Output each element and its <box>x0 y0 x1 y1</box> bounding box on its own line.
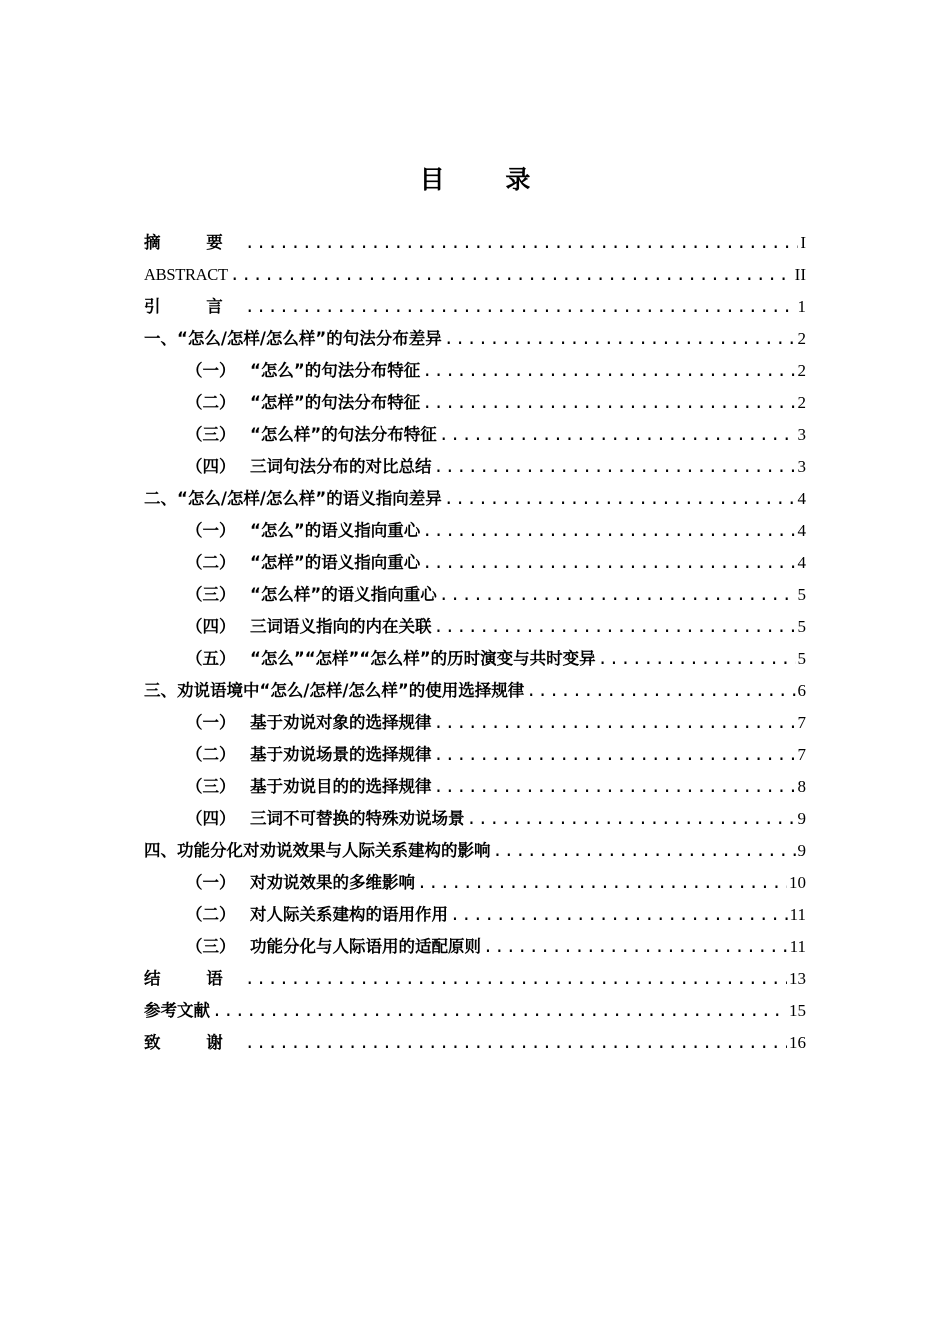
toc-entry-title: 三、劝说语境中“怎么/怎样/怎么样”的使用选择规律 <box>144 681 525 700</box>
dot-leader <box>434 707 796 739</box>
toc-entry-number: （一） <box>186 713 236 732</box>
toc-entry-page: 8 <box>797 777 806 796</box>
toc-entry-title: 三词语义指向的内在关联 <box>250 617 432 636</box>
toc-entry-page: 4 <box>797 521 806 540</box>
toc-entry-abstract-en[interactable] <box>144 259 806 291</box>
toc-entry-title: 四、功能分化对劝说效果与人际关系建构的影响 <box>144 841 491 860</box>
toc-entry-number: （三） <box>186 937 236 956</box>
dot-leader <box>245 227 799 259</box>
toc-entry-page: 2 <box>797 329 806 348</box>
toc-entry-section-2-3[interactable] <box>144 579 806 611</box>
toc-entry-title: 对人际关系建构的语用作用 <box>250 905 448 924</box>
dot-leader <box>439 579 796 611</box>
dot-leader <box>417 867 787 899</box>
toc-entry-page: 11 <box>789 937 806 956</box>
toc-entry-title: 基于劝说对象的选择规律 <box>250 713 432 732</box>
toc-entry-title: “怎么样”的语义指向重心 <box>250 585 437 604</box>
dot-leader <box>422 547 795 579</box>
toc-entry-section-2-5[interactable] <box>144 643 806 675</box>
toc-entry-title: 结 语 <box>144 969 243 988</box>
toc-entry-conclusion[interactable] <box>144 963 806 995</box>
toc-entry-title: “怎样”的句法分布特征 <box>250 393 421 412</box>
dot-leader <box>245 291 796 323</box>
toc-entry-number: （一） <box>186 873 236 892</box>
toc-entry-page: 9 <box>797 841 806 860</box>
toc-entry-section-1-3[interactable] <box>144 419 806 451</box>
toc-entry-page: 15 <box>789 1001 806 1020</box>
toc-entry-title: 对劝说效果的多维影响 <box>250 873 415 892</box>
toc-entry-number: （二） <box>186 553 236 572</box>
toc-entry-title: 一、“怎么/怎样/怎么样”的句法分布差异 <box>144 329 442 348</box>
toc-entry-number: （一） <box>186 521 236 540</box>
toc-entry-chapter-1[interactable] <box>144 323 806 355</box>
table-of-contents <box>144 227 806 1059</box>
toc-entry-page: II <box>794 265 806 284</box>
toc-entry-title: “怎么”的句法分布特征 <box>250 361 421 380</box>
dot-leader <box>422 355 795 387</box>
toc-title: 目 录 <box>419 165 557 194</box>
toc-entry-title: “怎样”的语义指向重心 <box>250 553 421 572</box>
dot-leader <box>422 515 795 547</box>
toc-entry-title: “怎么”“怎样”“怎么样”的历时演变与共时变异 <box>250 649 596 668</box>
toc-entry-title: 基于劝说场景的选择规律 <box>250 745 432 764</box>
toc-entry-title: 三词句法分布的对比总结 <box>250 457 432 476</box>
dot-leader <box>245 1027 787 1059</box>
toc-entry-page: 2 <box>797 361 806 380</box>
toc-entry-chapter-2[interactable] <box>144 483 806 515</box>
toc-entry-title: 致 谢 <box>144 1033 243 1052</box>
dot-leader <box>434 451 796 483</box>
toc-entry-page: 16 <box>789 1033 806 1052</box>
toc-entry-section-1-2[interactable] <box>144 387 806 419</box>
dot-leader <box>526 675 795 707</box>
toc-entry-title: 基于劝说目的的选择规律 <box>250 777 432 796</box>
dot-leader <box>439 419 796 451</box>
toc-entry-section-3-1[interactable] <box>144 707 806 739</box>
toc-entry-chapter-4[interactable] <box>144 835 806 867</box>
toc-entry-number: （四） <box>186 809 236 828</box>
toc-entry-section-2-1[interactable] <box>144 515 806 547</box>
toc-entry-number: （一） <box>186 361 236 380</box>
toc-entry-section-2-4[interactable] <box>144 611 806 643</box>
toc-entry-page: 3 <box>797 425 806 444</box>
toc-entry-title: “怎么”的语义指向重心 <box>250 521 421 540</box>
toc-entry-number: （四） <box>186 457 236 476</box>
toc-entry-section-3-3[interactable] <box>144 771 806 803</box>
toc-entry-section-4-2[interactable] <box>144 899 806 931</box>
toc-entry-number: （三） <box>186 425 236 444</box>
toc-entry-title: ABSTRACT <box>144 265 228 284</box>
toc-entry-introduction[interactable] <box>144 291 806 323</box>
toc-entry-page: 1 <box>797 297 806 316</box>
toc-entry-acknowledgements[interactable] <box>144 1027 806 1059</box>
toc-entry-section-1-1[interactable] <box>144 355 806 387</box>
toc-entry-section-3-2[interactable] <box>144 739 806 771</box>
toc-entry-title: 引 言 <box>144 297 243 316</box>
dot-leader <box>444 483 796 515</box>
dot-leader <box>483 931 788 963</box>
toc-entry-references[interactable] <box>144 995 806 1027</box>
toc-entry-section-4-1[interactable] <box>144 867 806 899</box>
toc-entry-title: 参考文献 <box>144 1001 210 1020</box>
toc-entry-page: 4 <box>797 553 806 572</box>
toc-entry-title: “怎么样”的句法分布特征 <box>250 425 437 444</box>
toc-entry-number: （二） <box>186 745 236 764</box>
toc-entry-page: 4 <box>797 489 806 508</box>
toc-entry-number: （四） <box>186 617 236 636</box>
dot-leader <box>493 835 796 867</box>
dot-leader <box>434 771 796 803</box>
toc-entry-page: 10 <box>789 873 806 892</box>
toc-entry-title: 功能分化与人际语用的适配原则 <box>250 937 481 956</box>
toc-entry-chapter-3[interactable] <box>144 675 806 707</box>
dot-leader <box>212 995 787 1027</box>
dot-leader <box>230 259 793 291</box>
toc-entry-page: 6 <box>797 681 806 700</box>
toc-entry-number: （二） <box>186 905 236 924</box>
dot-leader <box>444 323 796 355</box>
toc-entry-section-3-4[interactable] <box>144 803 806 835</box>
toc-entry-page: 11 <box>789 905 806 924</box>
toc-entry-title: 二、“怎么/怎样/怎么样”的语义指向差异 <box>144 489 442 508</box>
toc-entry-number: （三） <box>186 777 236 796</box>
toc-entry-page: 13 <box>789 969 806 988</box>
toc-entry-number: （五） <box>186 649 236 668</box>
dot-leader <box>450 899 788 931</box>
toc-entry-page: 2 <box>797 393 806 412</box>
toc-entry-section-4-3[interactable] <box>144 931 806 963</box>
toc-entry-page: 9 <box>797 809 806 828</box>
toc-entry-page: 7 <box>797 745 806 764</box>
toc-entry-title: 摘 要 <box>144 233 243 252</box>
toc-entry-abstract-cn[interactable] <box>144 227 806 259</box>
dot-leader <box>422 387 795 419</box>
toc-entry-page: I <box>800 233 806 252</box>
toc-entry-number: （三） <box>186 585 236 604</box>
toc-entry-page: 5 <box>797 585 806 604</box>
toc-entry-page: 3 <box>797 457 806 476</box>
toc-entry-number: （二） <box>186 393 236 412</box>
toc-entry-page: 5 <box>797 617 806 636</box>
toc-entry-title: 三词不可替换的特殊劝说场景 <box>250 809 465 828</box>
dot-leader <box>434 611 796 643</box>
dot-leader <box>598 643 796 675</box>
toc-entry-section-2-2[interactable] <box>144 547 806 579</box>
dot-leader <box>434 739 796 771</box>
toc-entry-section-1-4[interactable] <box>144 451 806 483</box>
dot-leader <box>245 963 787 995</box>
dot-leader <box>467 803 796 835</box>
toc-entry-page: 5 <box>797 649 806 668</box>
toc-entry-page: 7 <box>797 713 806 732</box>
